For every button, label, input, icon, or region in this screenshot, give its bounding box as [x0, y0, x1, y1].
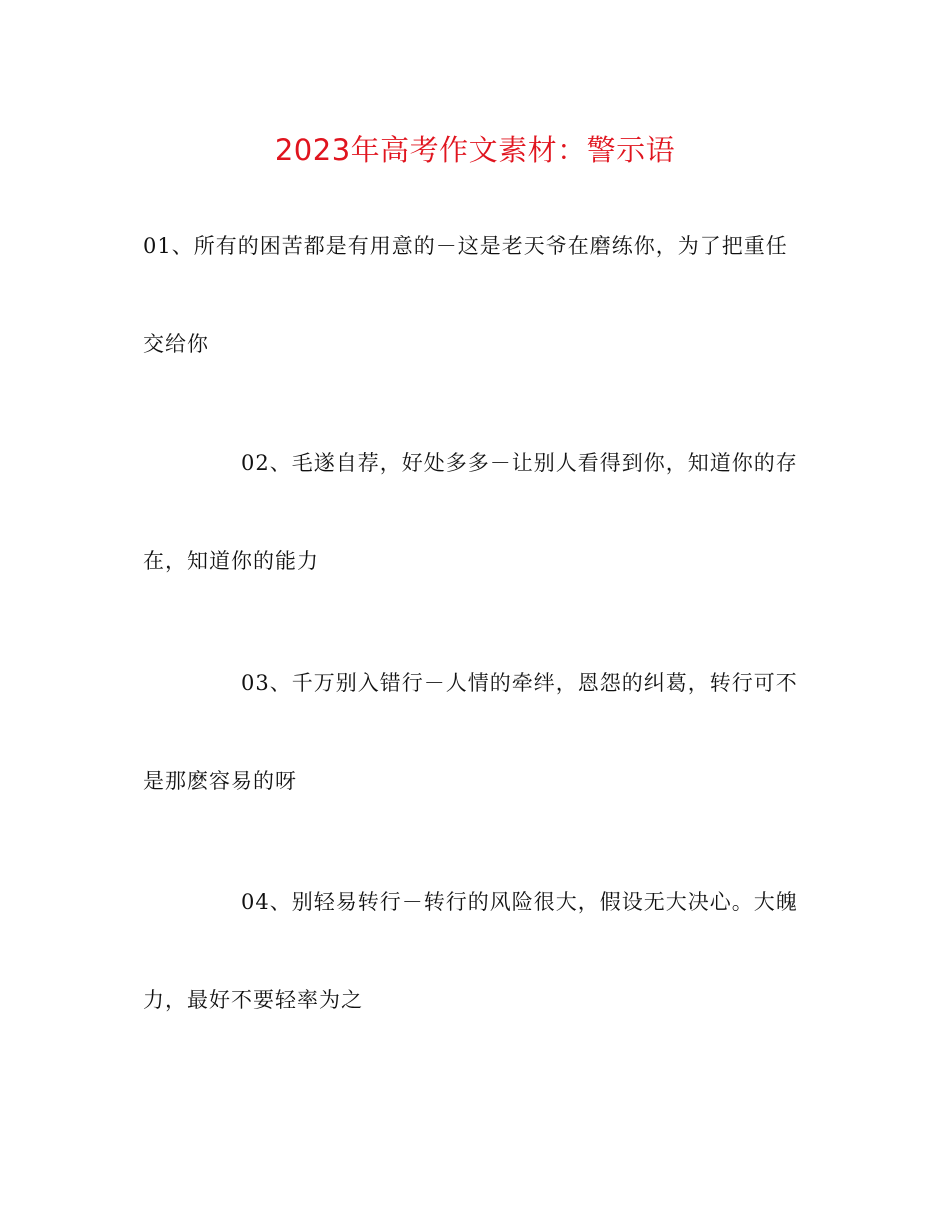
paragraph-02: 02、毛遂自荐，好处多多－让别人看得到你，知道你的存在，知道你的能力: [143, 451, 798, 573]
paragraph-03: 03、千万别入错行－人情的牵绊，恩怨的纠葛，转行可不是那麽容易的呀: [143, 671, 798, 793]
paragraph-04: 04、别轻易转行－转行的风险很大，假设无大决心。大魄力，最好不要轻率为之: [143, 890, 798, 1012]
paragraph-01: 01、所有的困苦都是有用意的－这是老天爷在磨练你，为了把重任交给你: [143, 234, 788, 356]
document-title: 2023年高考作文素材：警示语: [274, 133, 676, 167]
